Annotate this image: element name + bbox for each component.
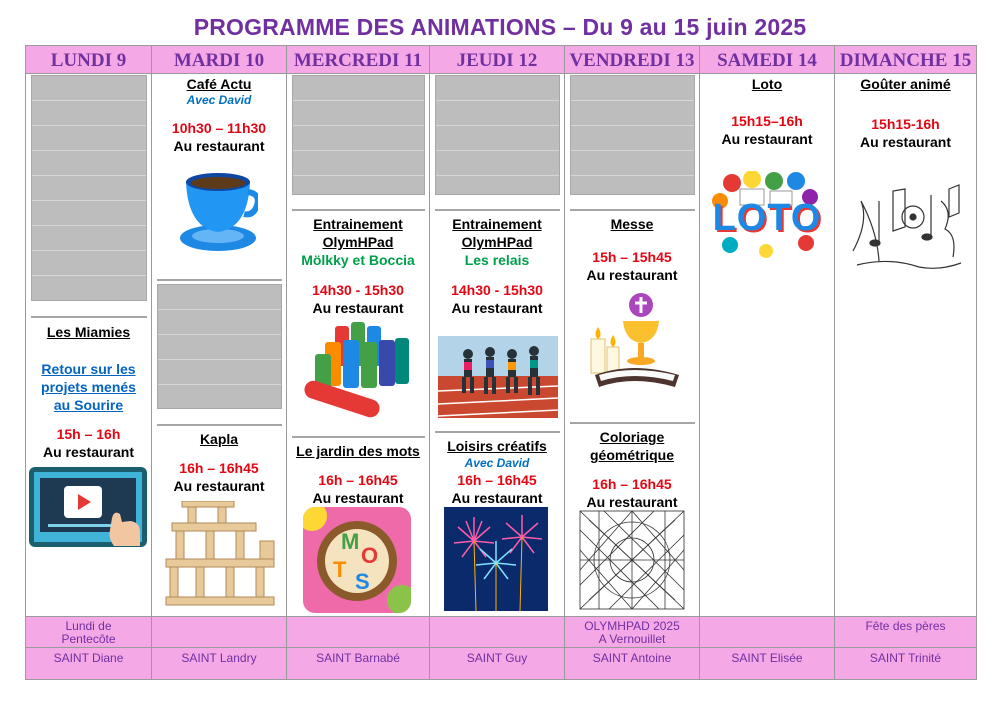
geometric-coloring-icon bbox=[579, 510, 685, 610]
loto-logo-icon bbox=[710, 171, 824, 259]
coffee-cup-icon bbox=[178, 166, 258, 254]
placeholder-block bbox=[292, 75, 425, 195]
weekly-schedule bbox=[25, 45, 977, 680]
event-place: Au restaurant bbox=[173, 478, 265, 494]
event-name: Entrainement bbox=[313, 216, 403, 232]
footer-note bbox=[287, 617, 430, 648]
event-link[interactable]: Retour sur les bbox=[41, 361, 136, 377]
event-place: Au restaurant bbox=[312, 300, 404, 316]
footer-note: OLYMHPAD 2025 A Vernouillet bbox=[565, 617, 700, 648]
day-header-mercredi: MERCREDI 11 bbox=[287, 46, 429, 74]
event-name: géométrique bbox=[589, 447, 674, 463]
event-name: OlymHPad bbox=[322, 234, 394, 250]
day-header-jeudi: JEUDI 12 bbox=[430, 46, 564, 74]
footer-saints-row bbox=[26, 647, 976, 679]
event-name: Goûter animé bbox=[860, 76, 951, 92]
event-time: 16h – 16h45 bbox=[179, 460, 259, 476]
footer-note: Lundi de Pentecôte bbox=[26, 617, 152, 648]
event-name: Coloriage bbox=[599, 429, 665, 445]
placeholder-block bbox=[435, 75, 560, 195]
fireworks-icon bbox=[444, 507, 548, 611]
molkky-pins-icon bbox=[295, 318, 421, 420]
word-letter: T bbox=[333, 557, 347, 582]
divider bbox=[157, 279, 282, 281]
column-samedi bbox=[700, 46, 835, 616]
event-time: 10h30 – 11h30 bbox=[171, 120, 267, 136]
event-place: Au restaurant bbox=[859, 134, 952, 150]
saint-of-day: SAINT Barnabé bbox=[287, 648, 430, 679]
event-time: 16h – 16h45 bbox=[457, 472, 537, 488]
word-letter: M bbox=[341, 529, 360, 554]
page-title: PROGRAMME DES ANIMATIONS – Du 9 au 15 juin 2025 bbox=[193, 14, 807, 40]
saint-of-day: SAINT Diane bbox=[26, 648, 152, 679]
divider bbox=[570, 209, 695, 211]
event-name: Entrainement bbox=[452, 216, 542, 232]
video-tablet-icon bbox=[28, 466, 148, 548]
relay-runners-icon bbox=[438, 336, 558, 418]
event-place: Au restaurant bbox=[451, 490, 543, 506]
event-place: Au restaurant bbox=[173, 138, 265, 154]
divider bbox=[435, 209, 560, 211]
event-name: Messe bbox=[610, 216, 654, 232]
event-name: Café Actu bbox=[186, 76, 252, 92]
column-mardi bbox=[152, 46, 287, 616]
saint-of-day: SAINT Antoine bbox=[565, 648, 700, 679]
event-link[interactable]: projets menés bbox=[41, 379, 136, 395]
day-header-dimanche: DIMANCHE 15 bbox=[835, 46, 976, 74]
event-time: 14h30 - 15h30 bbox=[451, 282, 543, 298]
event-time: 14h30 - 15h30 bbox=[312, 282, 404, 298]
event-name: Loto bbox=[751, 76, 783, 92]
column-lundi bbox=[26, 46, 152, 616]
placeholder-block bbox=[157, 284, 282, 409]
event-time: 16h – 16h45 bbox=[592, 476, 672, 492]
event-name: Loisirs créatifs bbox=[447, 438, 547, 454]
day-header-samedi: SAMEDI 14 bbox=[700, 46, 834, 74]
event-time: 16h – 16h45 bbox=[318, 472, 398, 488]
divider bbox=[435, 431, 560, 433]
event-name: Le jardin des mots bbox=[296, 443, 420, 459]
day-header-mardi: MARDI 10 bbox=[152, 46, 286, 74]
footer-note bbox=[430, 617, 565, 648]
event-link[interactable]: au Sourire bbox=[53, 397, 124, 413]
kapla-blocks-icon bbox=[162, 501, 278, 609]
event-time: 15h – 15h45 bbox=[592, 249, 672, 265]
event-place: Au restaurant bbox=[721, 131, 813, 147]
column-jeudi bbox=[430, 46, 565, 616]
word-letter: O bbox=[361, 543, 379, 568]
saint-of-day: SAINT Landry bbox=[152, 648, 287, 679]
day-header-lundi: LUNDI 9 bbox=[26, 46, 151, 74]
mass-chalice-icon bbox=[583, 291, 683, 393]
word-letter: S bbox=[355, 569, 370, 594]
event-place: Au restaurant bbox=[586, 494, 678, 510]
divider bbox=[570, 422, 695, 424]
column-dimanche bbox=[835, 46, 976, 616]
divider bbox=[292, 209, 425, 211]
saint-of-day: SAINT Elisée bbox=[700, 648, 835, 679]
event-place: Au restaurant bbox=[312, 490, 404, 506]
event-time: 15h15–16h bbox=[731, 113, 803, 129]
event-subtitle: Mölkky et Boccia bbox=[301, 252, 415, 268]
loto-logo-text: LOTO bbox=[712, 197, 822, 239]
music-sketch-icon bbox=[849, 181, 965, 273]
event-name: Les Miamies bbox=[46, 324, 131, 340]
event-time: 15h15-16h bbox=[871, 116, 940, 132]
event-subtitle: Les relais bbox=[464, 252, 530, 268]
footer-note bbox=[700, 617, 835, 648]
column-mercredi bbox=[287, 46, 430, 616]
divider bbox=[31, 316, 147, 318]
event-name: OlymHPad bbox=[461, 234, 533, 250]
placeholder-block bbox=[31, 75, 147, 301]
event-host: Avec David bbox=[464, 456, 530, 470]
saint-of-day: SAINT Trinité bbox=[869, 651, 942, 665]
event-host: Avec David bbox=[186, 93, 252, 107]
column-vendredi bbox=[565, 46, 700, 616]
word-garden-icon bbox=[303, 507, 411, 613]
footer-note bbox=[152, 617, 287, 648]
saint-of-day: SAINT Guy bbox=[430, 648, 565, 679]
divider bbox=[157, 424, 282, 426]
day-header-vendredi: VENDREDI 13 bbox=[565, 46, 699, 74]
divider bbox=[292, 436, 425, 438]
event-name: Kapla bbox=[199, 431, 239, 447]
event-place: Au restaurant bbox=[42, 444, 135, 460]
event-place: Au restaurant bbox=[451, 300, 543, 316]
placeholder-block bbox=[570, 75, 695, 195]
footer-note: Fête des pères bbox=[865, 619, 946, 633]
event-time: 15h – 16h bbox=[56, 426, 121, 442]
footer-notes-row bbox=[26, 616, 976, 647]
event-place: Au restaurant bbox=[586, 267, 678, 283]
